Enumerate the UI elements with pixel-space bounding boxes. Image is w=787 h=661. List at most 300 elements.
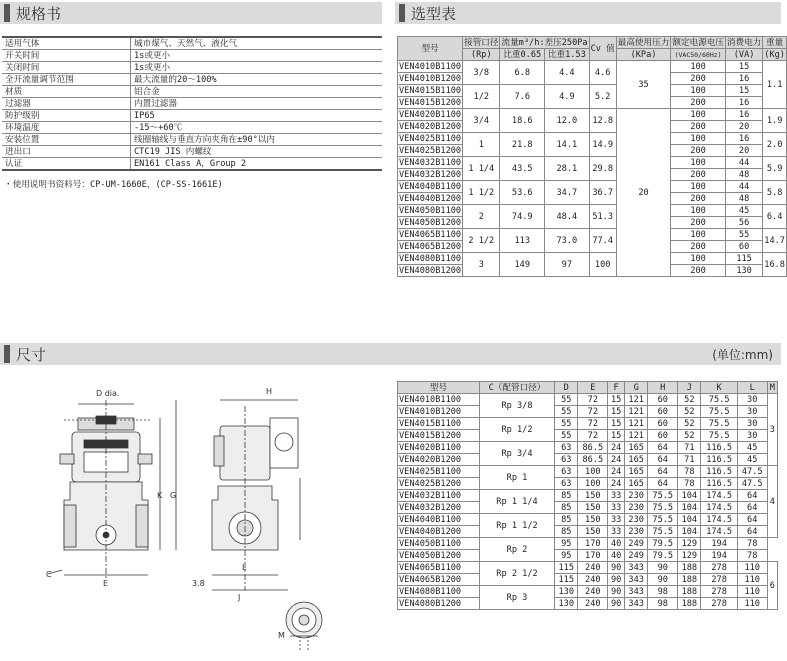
dim-value-cell: 343	[625, 574, 648, 586]
weight-cell: 5.9	[763, 157, 787, 181]
port-cell: Rp 1/2	[479, 418, 554, 442]
dim-value-cell: 30	[737, 406, 767, 418]
dim-value-cell: 240	[578, 574, 608, 586]
model-cell: VEN4010B1200	[399, 73, 462, 84]
model-cell: VEN4032B1200	[398, 502, 480, 514]
table-row	[398, 550, 778, 562]
dim-value-cell: 52	[678, 406, 701, 418]
table-row	[398, 598, 778, 610]
dim-value-cell: 104	[678, 502, 701, 514]
spec-row	[2, 110, 382, 122]
port-cell: 1	[463, 133, 500, 157]
model-cell: VEN4015B1100	[399, 85, 462, 96]
port-cell: Rp 1	[479, 466, 554, 490]
header-bar-icon	[4, 345, 10, 363]
sel-h-flow: 流量m³/h:差压250Pa	[501, 37, 588, 48]
flow-a-cell: 74.9	[500, 205, 545, 229]
table-row	[398, 85, 787, 97]
spec-key: 进出口	[2, 146, 131, 158]
model-cell: VEN4050B1100	[398, 538, 480, 550]
port-cell: 3/8	[463, 61, 500, 85]
dim-value-cell: 75.5	[648, 490, 678, 502]
voltage-cell: 200	[671, 217, 726, 229]
cv-cell: 5.2	[589, 85, 616, 109]
dim-value-cell: 278	[701, 574, 737, 586]
spec-row	[2, 158, 382, 171]
power-cell: 16	[725, 73, 762, 85]
table-row	[398, 490, 778, 502]
dim-value-cell: 24	[608, 442, 625, 454]
model-cell: VEN4050B1200	[399, 217, 462, 228]
flow-a-cell: 7.6	[500, 85, 545, 109]
spec-row	[2, 50, 382, 62]
flow-a-cell: 113	[500, 229, 545, 253]
voltage-cell: 100	[671, 205, 726, 217]
dim-value-cell: 75.5	[648, 514, 678, 526]
dim-value-cell: 100	[578, 478, 608, 490]
flow-b-cell: 34.7	[545, 181, 590, 205]
voltage-cell: 100	[671, 109, 726, 121]
dim-value-cell: 75.5	[701, 430, 737, 442]
dim-value-cell: 75.5	[701, 394, 737, 406]
dim-value-cell: 63	[555, 478, 578, 490]
power-cell: 16	[725, 109, 762, 121]
dim-value-cell: 249	[625, 550, 648, 562]
m-cell: 4	[767, 466, 777, 538]
spec-key: 防护级别	[2, 110, 131, 122]
sel-h-cv: Cv 值	[589, 37, 616, 61]
flow-a-cell: 149	[500, 253, 545, 277]
header-bar-icon	[4, 4, 10, 22]
dim-value-cell: 40	[608, 550, 625, 562]
label-g: G	[170, 491, 177, 500]
label-c: C	[46, 570, 52, 579]
dim-value-cell: 150	[578, 502, 608, 514]
dim-value-cell: 47.5	[737, 466, 767, 478]
dim-value-cell: 116.5	[701, 478, 737, 490]
dim-value-cell: 52	[678, 394, 701, 406]
spec-value: 铝合金	[131, 86, 383, 98]
dim-value-cell: 115	[555, 574, 578, 586]
model-cell: VEN4040B1100	[398, 514, 480, 526]
cv-cell: 77.4	[589, 229, 616, 253]
dim-value-cell: 55	[555, 430, 578, 442]
dim-value-cell: 150	[578, 526, 608, 538]
dim-header-cell: J	[678, 382, 701, 394]
power-cell: 16	[725, 97, 762, 109]
spec-row	[2, 122, 382, 134]
dim-value-cell: 230	[625, 502, 648, 514]
dim-unit: (单位:mm)	[712, 348, 773, 362]
table-row	[398, 502, 778, 514]
voltage-cell: 100	[671, 133, 726, 145]
spec-value: 城市煤气、天然气、液化气	[131, 37, 383, 50]
power-cell: 20	[725, 145, 762, 157]
spec-value: EN161 Class A，Group 2	[131, 158, 383, 171]
spec-header	[0, 2, 382, 24]
valve-front-view	[60, 400, 152, 580]
dim-value-cell: 63	[555, 466, 578, 478]
dim-value-cell: 63	[555, 454, 578, 466]
dim-value-cell: 33	[608, 490, 625, 502]
dim-value-cell: 15	[608, 406, 625, 418]
dim-value-cell: 79.5	[648, 550, 678, 562]
model-cell: VEN4040B1200	[398, 526, 480, 538]
dim-header-cell: L	[737, 382, 767, 394]
flow-a-cell: 21.8	[500, 133, 545, 157]
dim-value-cell: 188	[678, 562, 701, 574]
spec-value: -15～+60℃	[131, 122, 383, 134]
label-h: H	[266, 387, 273, 396]
cv-cell: 51.3	[589, 205, 616, 229]
voltage-cell: 100	[671, 157, 726, 169]
dim-value-cell: 60	[648, 430, 678, 442]
dim-value-cell: 115	[555, 562, 578, 574]
table-row	[398, 253, 787, 265]
dim-value-cell: 104	[678, 526, 701, 538]
weight-cell: 2.0	[763, 133, 787, 157]
weight-cell: 1.9	[763, 109, 787, 133]
port-cell: Rp 1 1/4	[479, 490, 554, 514]
dim-header-cell: G	[625, 382, 648, 394]
dim-value-cell: 170	[578, 538, 608, 550]
table-row	[398, 538, 778, 550]
table-row	[398, 562, 778, 574]
dim-value-cell: 90	[608, 598, 625, 610]
model-cell: VEN4065B1200	[398, 574, 480, 586]
sel-h-pressure-unit: (KPa)	[616, 49, 671, 61]
dim-value-cell: 121	[625, 394, 648, 406]
model-cell: VEN4040B1200	[399, 193, 462, 204]
port-cell: Rp 3/4	[479, 442, 554, 466]
dim-value-cell: 165	[625, 478, 648, 490]
spec-row	[2, 62, 382, 74]
model-cell: VEN4010B1100	[398, 394, 480, 406]
model-cell: VEN4025B1200	[398, 478, 480, 490]
sel-h-flow-b: 比重1.53	[545, 49, 590, 61]
model-cell: VEN4032B1100	[399, 157, 462, 168]
voltage-cell: 100	[671, 85, 726, 97]
power-cell: 44	[725, 181, 762, 193]
dim-value-cell: 75.5	[701, 406, 737, 418]
power-cell: 115	[725, 253, 762, 265]
table-row	[398, 229, 787, 241]
dim-value-cell: 116.5	[701, 454, 737, 466]
cv-cell: 14.9	[589, 133, 616, 157]
model-cell: VEN4020B1100	[398, 442, 480, 454]
dim-value-cell: 24	[608, 454, 625, 466]
header-bar-icon	[399, 4, 405, 22]
model-cell: VEN4065B1100	[399, 229, 462, 240]
spec-title: 规格书	[16, 4, 62, 23]
dim-value-cell: 165	[625, 466, 648, 478]
dim-value-cell: 64	[737, 490, 767, 502]
dim-value-cell: 98	[648, 598, 678, 610]
model-cell: VEN4080B1100	[399, 253, 462, 264]
voltage-cell: 200	[671, 169, 726, 181]
dim-value-cell: 230	[625, 514, 648, 526]
dim-value-cell: 24	[608, 478, 625, 490]
dim-value-cell: 72	[578, 394, 608, 406]
voltage-cell: 200	[671, 193, 726, 205]
sel-h-flow-a: 比重0.65	[500, 49, 545, 61]
voltage-cell: 100	[671, 181, 726, 193]
port-cell: 1/2	[463, 85, 500, 109]
power-cell: 48	[725, 193, 762, 205]
voltage-cell: 100	[671, 61, 726, 73]
dim-value-cell: 104	[678, 490, 701, 502]
voltage-cell: 200	[671, 265, 726, 277]
model-cell: VEN4015B1100	[398, 418, 480, 430]
sel-h-power: 消费电力	[726, 37, 762, 48]
dim-value-cell: 170	[578, 550, 608, 562]
voltage-cell: 100	[671, 229, 726, 241]
power-cell: 48	[725, 169, 762, 181]
port-cell: 2	[463, 205, 500, 229]
flow-b-cell: 28.1	[545, 157, 590, 181]
dim-title: 尺寸	[16, 345, 47, 364]
spec-table	[2, 36, 382, 171]
dim-value-cell: 90	[648, 574, 678, 586]
table-row	[398, 133, 787, 145]
dim-header-cell: 型号	[398, 382, 480, 394]
dim-value-cell: 33	[608, 514, 625, 526]
dim-value-cell: 230	[625, 526, 648, 538]
model-cell: VEN4010B1100	[399, 61, 462, 72]
dim-value-cell: 55	[555, 406, 578, 418]
spec-value: CTC19 JIS 内螺纹	[131, 146, 383, 158]
dim-header-cell: D	[555, 382, 578, 394]
dim-value-cell: 240	[578, 562, 608, 574]
model-cell: VEN4080B1200	[398, 598, 480, 610]
sel-h-port-unit: (Rp)	[463, 49, 500, 61]
sel-h-pressure: 最高使用压力	[617, 37, 670, 48]
label-l: L	[242, 563, 247, 572]
table-row	[398, 526, 778, 538]
dim-value-cell: 72	[578, 430, 608, 442]
dimension-table	[397, 381, 778, 610]
dim-value-cell: 30	[737, 394, 767, 406]
flow-a-cell: 53.6	[500, 181, 545, 205]
dim-header	[0, 343, 781, 365]
model-cell: VEN4015B1200	[398, 430, 480, 442]
table-row	[398, 454, 778, 466]
dim-value-cell: 188	[678, 598, 701, 610]
dim-value-cell: 55	[555, 418, 578, 430]
dim-value-cell: 194	[701, 550, 737, 562]
port-cell: Rp 3/8	[479, 394, 554, 418]
dim-value-cell: 71	[678, 442, 701, 454]
dim-value-cell: 110	[737, 598, 767, 610]
voltage-cell: 200	[671, 121, 726, 133]
spec-value: 最大流量的20～100%	[131, 74, 383, 86]
dim-header-cell: E	[578, 382, 608, 394]
sel-h-model: 型号	[398, 37, 463, 61]
dim-value-cell: 85	[555, 514, 578, 526]
select-header	[395, 2, 781, 24]
spec-value: 1s或更小	[131, 50, 383, 62]
dim-value-cell: 24	[608, 466, 625, 478]
port-cell: Rp 2 1/2	[479, 562, 554, 586]
dim-value-cell: 90	[648, 562, 678, 574]
spec-value: 线圈轴线与垂直方向夹角在±90°以内	[131, 134, 383, 146]
dim-value-cell: 45	[737, 442, 767, 454]
select-title: 选型表	[411, 4, 457, 23]
dim-value-cell: 343	[625, 598, 648, 610]
flow-b-cell: 73.0	[545, 229, 590, 253]
dim-value-cell: 60	[648, 418, 678, 430]
dim-value-cell: 64	[737, 502, 767, 514]
selection-table	[397, 36, 787, 277]
sel-h-voltage-unit: (VAC50/60Hz)	[671, 49, 726, 61]
power-cell: 45	[725, 205, 762, 217]
dim-value-cell: 121	[625, 430, 648, 442]
dim-value-cell: 30	[737, 430, 767, 442]
power-cell: 130	[725, 265, 762, 277]
model-cell: VEN4050B1100	[399, 205, 462, 216]
weight-cell: 16.8	[763, 253, 787, 277]
table-row	[398, 109, 787, 121]
valve-side-view	[212, 406, 298, 590]
model-cell: VEN4050B1200	[398, 550, 480, 562]
dim-header-cell: M	[767, 382, 777, 394]
dim-value-cell: 194	[701, 538, 737, 550]
label-j: J	[238, 593, 241, 602]
cv-cell: 12.8	[589, 109, 616, 133]
model-cell: VEN4065B1200	[399, 241, 462, 252]
label-k: K	[157, 491, 163, 500]
dim-value-cell: 188	[678, 574, 701, 586]
power-cell: 15	[725, 61, 762, 73]
voltage-cell: 200	[671, 241, 726, 253]
flow-a-cell: 43.5	[500, 157, 545, 181]
dim-value-cell: 64	[737, 514, 767, 526]
dim-value-cell: 33	[608, 502, 625, 514]
dim-value-cell: 121	[625, 418, 648, 430]
table-row	[398, 574, 778, 586]
label-e: E	[103, 579, 109, 588]
dim-value-cell: 79.5	[648, 538, 678, 550]
port-cell: 2 1/2	[463, 229, 500, 253]
dim-value-cell: 86.5	[578, 442, 608, 454]
dim-value-cell: 130	[555, 598, 578, 610]
port-cell: 3	[463, 253, 500, 277]
spec-value: 1s或更小	[131, 62, 383, 74]
dim-value-cell: 72	[578, 406, 608, 418]
table-row	[398, 514, 778, 526]
table-row	[398, 394, 778, 406]
model-cell: VEN4065B1100	[398, 562, 480, 574]
dim-value-cell: 278	[701, 598, 737, 610]
dim-value-cell: 100	[578, 466, 608, 478]
dim-value-cell: 165	[625, 442, 648, 454]
sel-h-voltage: 额定电源电压	[672, 37, 724, 48]
dim-value-cell: 85	[555, 526, 578, 538]
dim-value-cell: 174.5	[701, 526, 737, 538]
power-cell: 16	[725, 133, 762, 145]
cv-cell: 100	[589, 253, 616, 277]
flow-a-cell: 6.8	[500, 61, 545, 85]
dim-value-cell: 116.5	[701, 466, 737, 478]
table-row	[398, 61, 787, 73]
dim-value-cell: 75.5	[648, 526, 678, 538]
dim-value-cell: 75.5	[701, 418, 737, 430]
port-cell: Rp 3	[479, 586, 554, 610]
power-cell: 15	[725, 85, 762, 97]
flow-b-cell: 97	[545, 253, 590, 277]
model-cell: VEN4025B1100	[399, 133, 462, 144]
table-row	[398, 157, 787, 169]
spec-key: 环境温度	[2, 122, 131, 134]
port-cell: Rp 1 1/2	[479, 514, 554, 538]
model-cell: VEN4020B1100	[399, 109, 462, 120]
table-row	[398, 430, 778, 442]
dim-value-cell: 64	[648, 454, 678, 466]
dim-value-cell: 90	[608, 574, 625, 586]
model-cell: VEN4015B1200	[399, 97, 462, 108]
voltage-cell: 200	[671, 97, 726, 109]
voltage-cell: 100	[671, 253, 726, 265]
dim-value-cell: 85	[555, 490, 578, 502]
dim-header-cell: C（配管口径）	[479, 382, 554, 394]
dim-value-cell: 343	[625, 562, 648, 574]
cv-cell: 36.7	[589, 181, 616, 205]
dim-value-cell: 75.5	[648, 502, 678, 514]
weight-cell: 1.1	[763, 61, 787, 109]
label-off: 3.8	[192, 579, 205, 588]
dim-value-cell: 129	[678, 550, 701, 562]
dim-header-cell: F	[608, 382, 625, 394]
weight-cell: 14.7	[763, 229, 787, 253]
dim-header-cell: H	[648, 382, 678, 394]
dim-value-cell: 278	[701, 562, 737, 574]
spec-key: 过滤器	[2, 98, 131, 110]
table-row	[398, 418, 778, 430]
dim-value-cell: 174.5	[701, 502, 737, 514]
dim-value-cell: 64	[648, 442, 678, 454]
spec-row	[2, 146, 382, 158]
spec-row	[2, 37, 382, 50]
table-row	[398, 586, 778, 598]
m-cell: 3	[767, 394, 777, 466]
dim-value-cell: 150	[578, 490, 608, 502]
dim-value-cell: 15	[608, 418, 625, 430]
spec-row	[2, 74, 382, 86]
m-cell: 6	[767, 562, 777, 610]
flow-a-cell: 18.6	[500, 109, 545, 133]
dim-value-cell: 343	[625, 586, 648, 598]
port-cell: 3/4	[463, 109, 500, 133]
dim-value-cell: 188	[678, 586, 701, 598]
spec-key: 适用气体	[2, 37, 131, 50]
dim-value-cell: 174.5	[701, 514, 737, 526]
dim-value-cell: 95	[555, 550, 578, 562]
model-cell: VEN4020B1200	[398, 454, 480, 466]
power-cell: 44	[725, 157, 762, 169]
dim-value-cell: 15	[608, 430, 625, 442]
power-cell: 20	[725, 121, 762, 133]
sel-h-port: 接管口径	[464, 37, 499, 48]
dim-value-cell: 64	[648, 478, 678, 490]
flow-b-cell: 48.4	[545, 205, 590, 229]
valve-bottom-view	[286, 602, 322, 652]
spec-key: 开关时间	[2, 50, 131, 62]
dim-value-cell: 249	[625, 538, 648, 550]
model-cell: VEN4080B1200	[399, 265, 462, 276]
dim-value-cell: 15	[608, 394, 625, 406]
model-cell: VEN4040B1100	[399, 181, 462, 192]
dim-value-cell: 130	[555, 586, 578, 598]
